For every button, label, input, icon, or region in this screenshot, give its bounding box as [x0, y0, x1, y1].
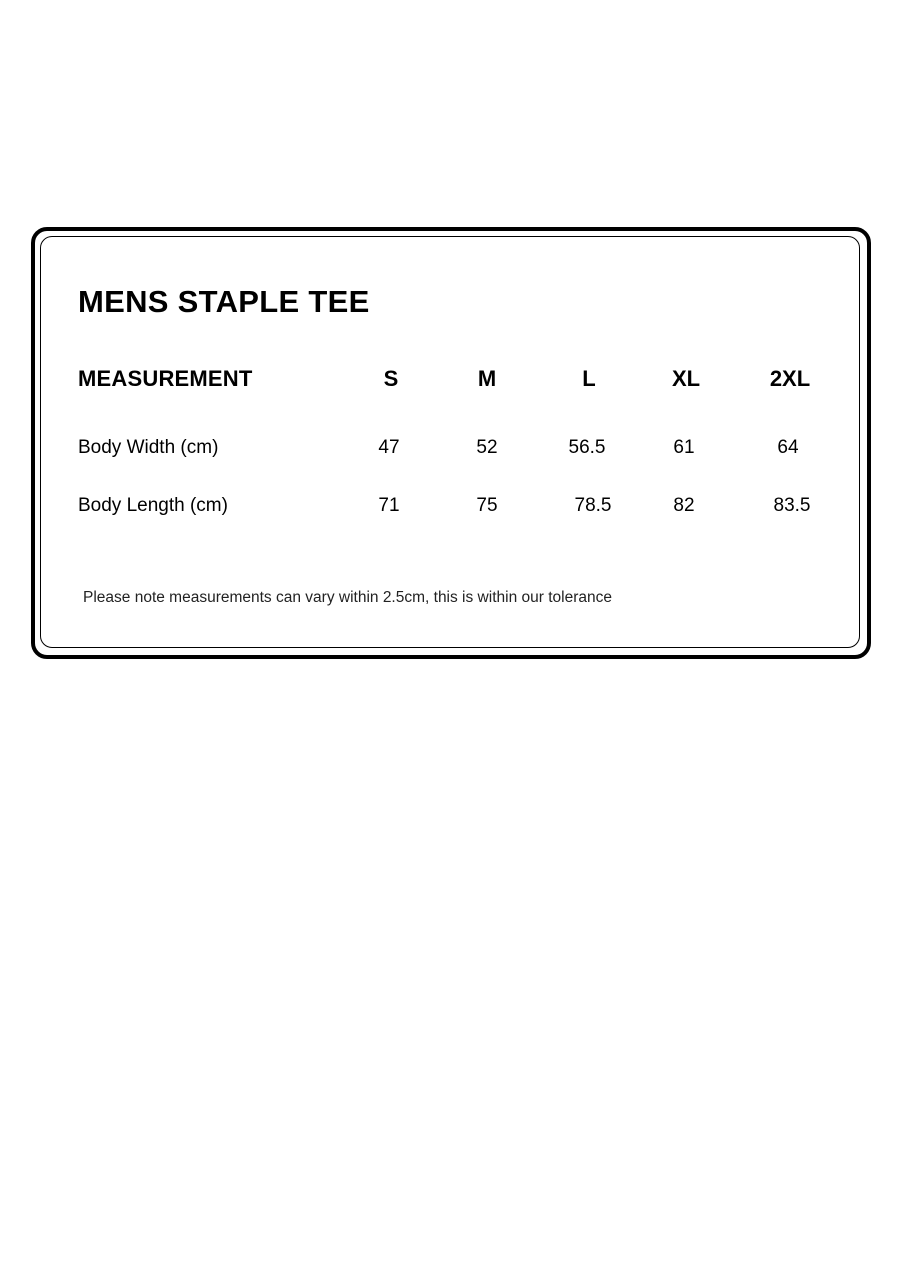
- tolerance-note: Please note measurements can vary within 2.5cm, this is within our tolerance: [83, 588, 612, 606]
- table-cell: 64: [777, 437, 799, 458]
- size-header-l: L: [582, 366, 596, 391]
- size-header-xl: XL: [671, 366, 701, 391]
- table-cell: 52: [476, 437, 498, 458]
- table-cell: 78.5: [574, 495, 612, 516]
- table-cell: 61: [673, 437, 695, 458]
- size-header-2xl: 2XL: [769, 366, 811, 391]
- table-cell: 71: [378, 495, 400, 516]
- table-row: [0, 437, 900, 467]
- size-header-s: S: [383, 366, 399, 391]
- size-header-m: M: [477, 366, 497, 391]
- row-label: Body Length (cm): [78, 495, 228, 516]
- table-cell: 83.5: [773, 495, 811, 516]
- table-cell: 56.5: [568, 437, 606, 458]
- page-title: MENS STAPLE TEE: [78, 284, 370, 319]
- table-cell: 82: [673, 495, 695, 516]
- table-row: [0, 495, 900, 525]
- table-cell: 47: [378, 437, 400, 458]
- header-label: MEASUREMENT: [78, 366, 253, 391]
- table-header-row: [0, 366, 900, 396]
- row-label: Body Width (cm): [78, 437, 219, 458]
- table-cell: 75: [476, 495, 498, 516]
